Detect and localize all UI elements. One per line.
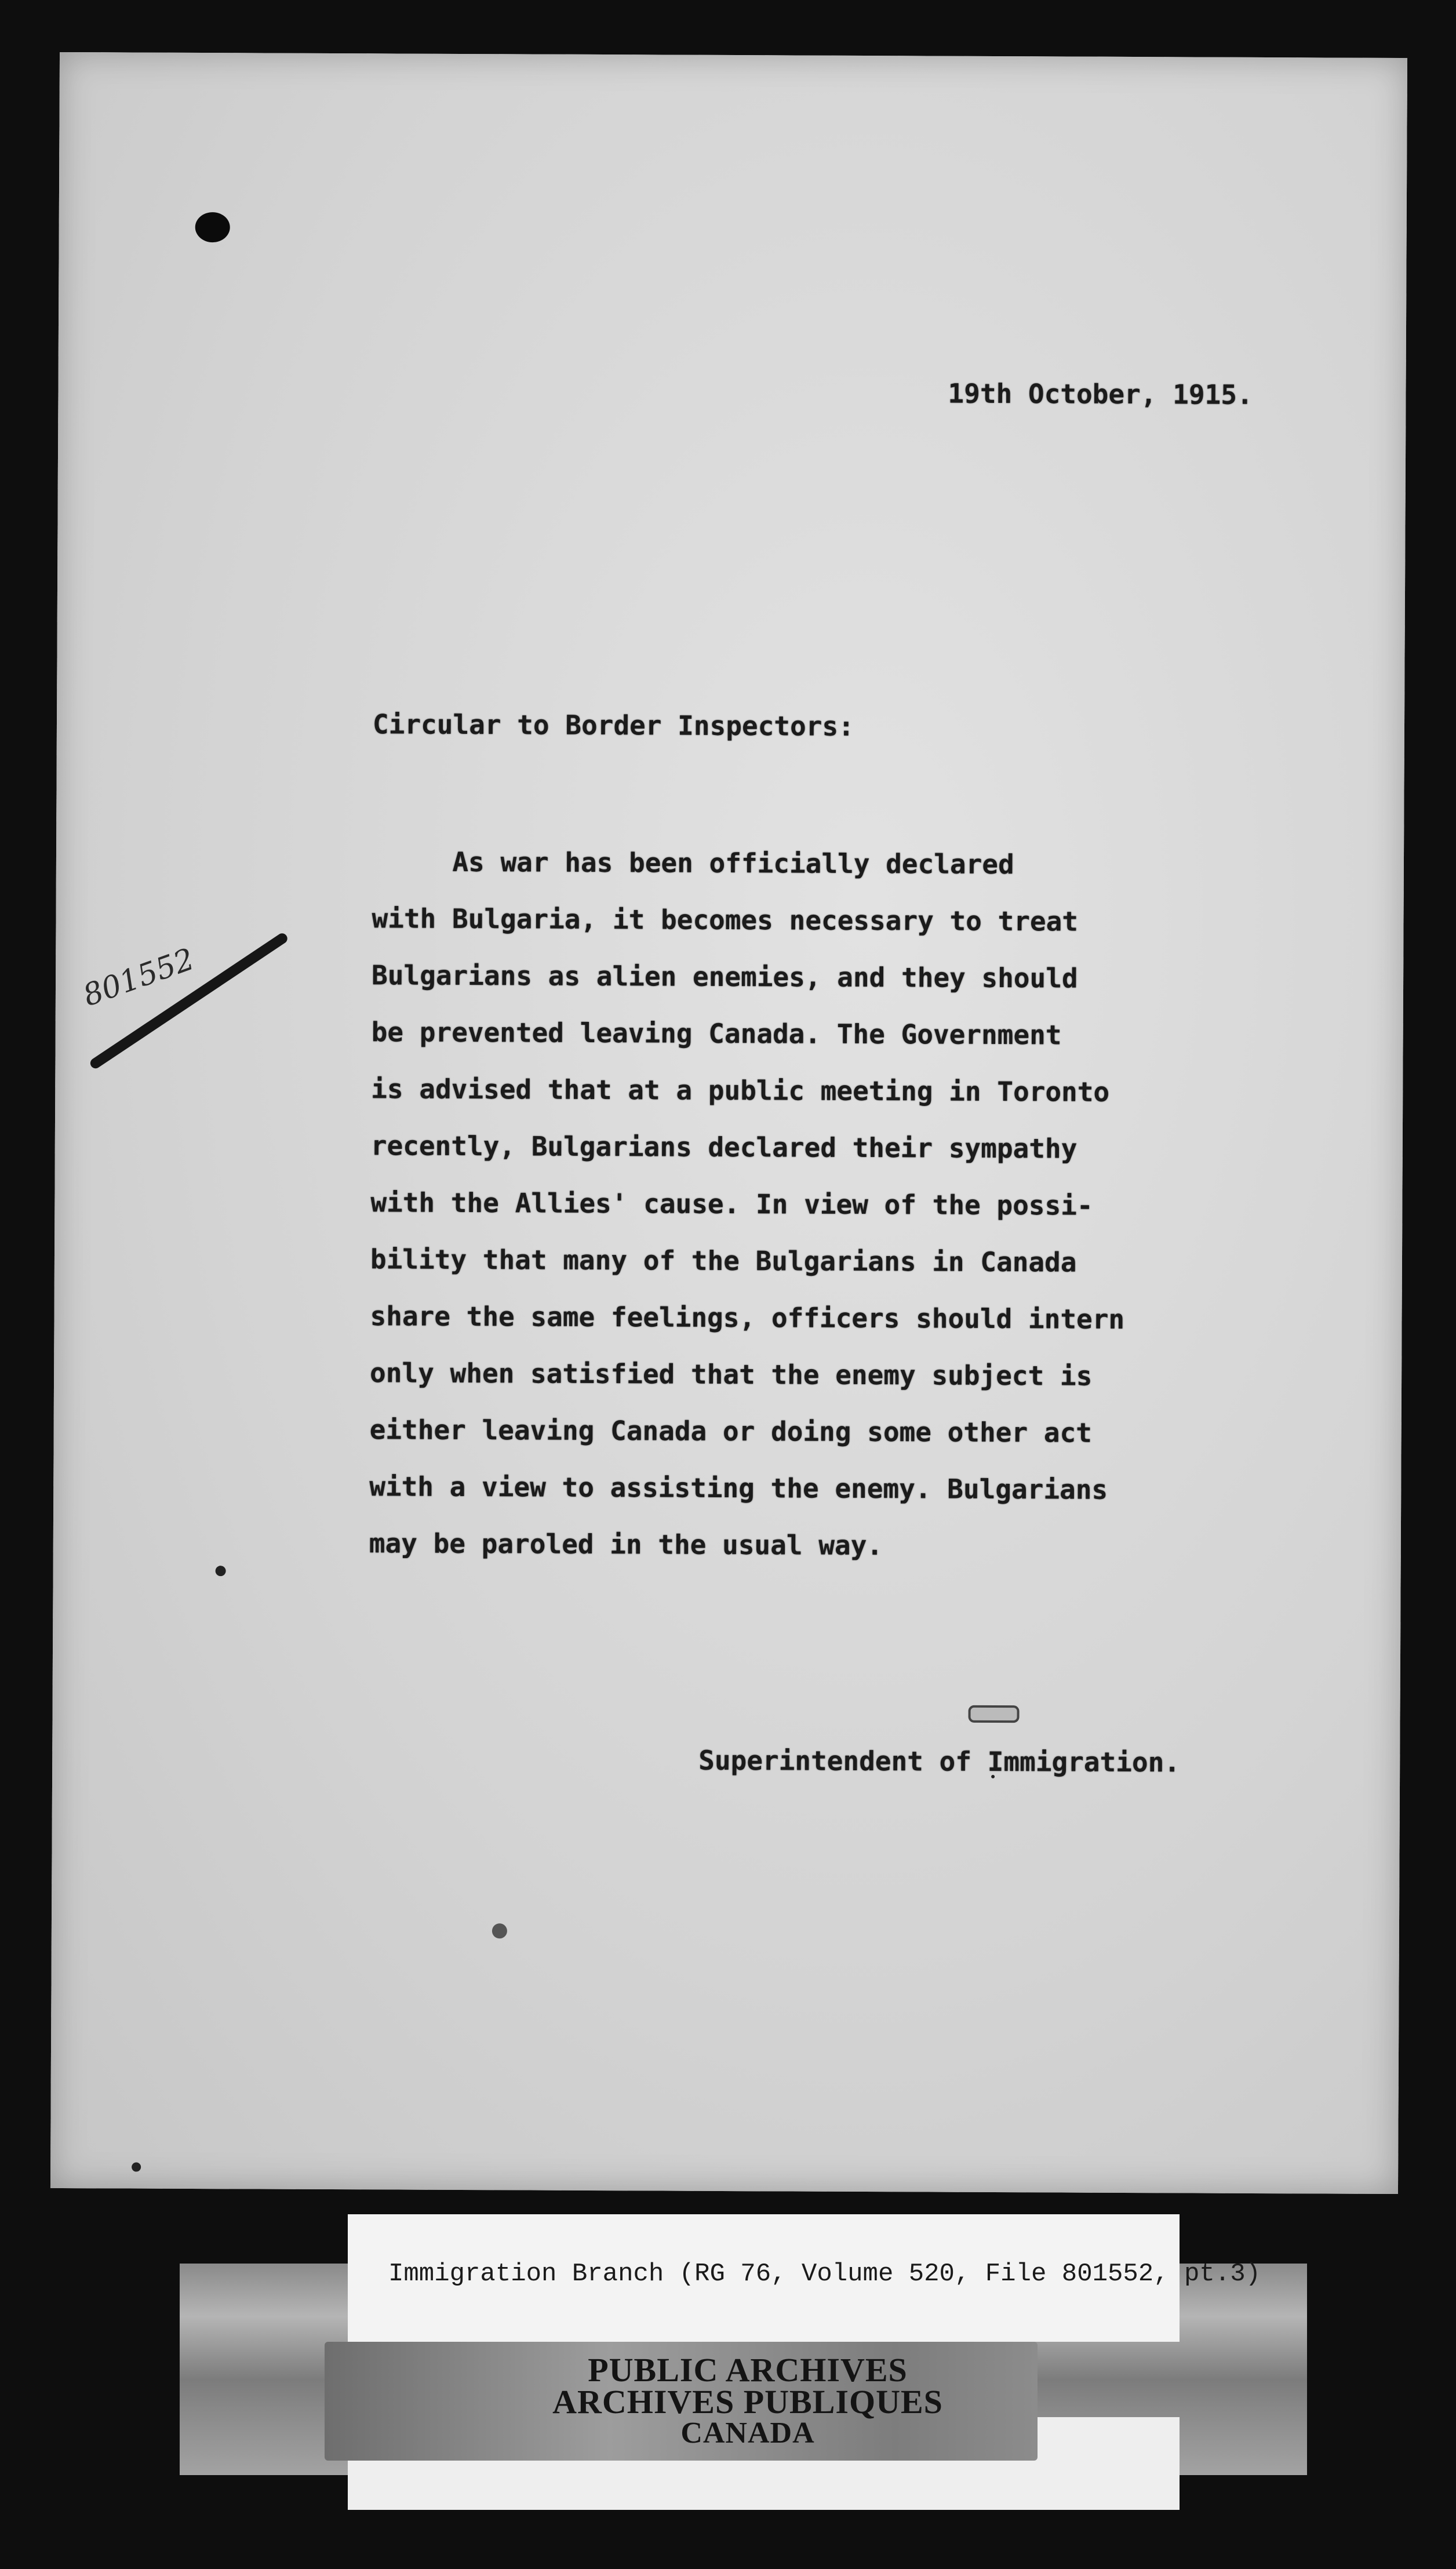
- body-line: As war has been officially declared: [372, 846, 1014, 880]
- paper-clip-mark: [968, 1705, 1019, 1723]
- letter-page: [50, 52, 1407, 2194]
- body-line: only when satisfied that the enemy subject is: [369, 1357, 1093, 1392]
- body-line: with a view to assisting the enemy. Bulgarians: [369, 1471, 1108, 1505]
- ink-speck: [216, 1566, 226, 1576]
- body-line: either leaving Canada or doing some other act: [369, 1414, 1093, 1449]
- body-line: recently, Bulgarians declared their sympathy: [370, 1130, 1078, 1165]
- letter-signature: Superintendent of Immigration.: [698, 1744, 1181, 1778]
- punch-hole: [195, 212, 230, 242]
- body-line: is advised that at a public meeting in Toronto: [371, 1073, 1110, 1108]
- body-line: may be paroled in the usual way.: [369, 1527, 883, 1562]
- body-line: share the same feelings, officers should intern: [370, 1300, 1125, 1335]
- archive-stamp-line: ARCHIVES PUBLIQUES: [552, 2383, 943, 2421]
- body-line: Bulgarians as alien enemies, and they should: [371, 959, 1078, 994]
- body-line: with Bulgaria, it becomes necessary to treat: [372, 903, 1079, 937]
- body-line: with the Allies' cause. In view of the possi-: [370, 1187, 1093, 1221]
- archive-stamp-line: PUBLIC ARCHIVES: [588, 2351, 908, 2389]
- letter-salutation: Circular to Border Inspectors:: [372, 708, 854, 742]
- archive-stamp-line: CANADA: [680, 2417, 815, 2450]
- margin-file-number: 801552: [78, 941, 199, 1014]
- archive-reference: Immigration Branch (RG 76, Volume 520, File 801552, pt.3): [388, 2259, 1261, 2288]
- body-line: be prevented leaving Canada. The Government: [371, 1016, 1062, 1051]
- ink-speck: [132, 2163, 141, 2172]
- body-line: bility that many of the Bulgarians in Canada: [370, 1243, 1077, 1278]
- ink-speck: [492, 1923, 507, 1938]
- letter-date: 19th October, 1915.: [948, 377, 1253, 410]
